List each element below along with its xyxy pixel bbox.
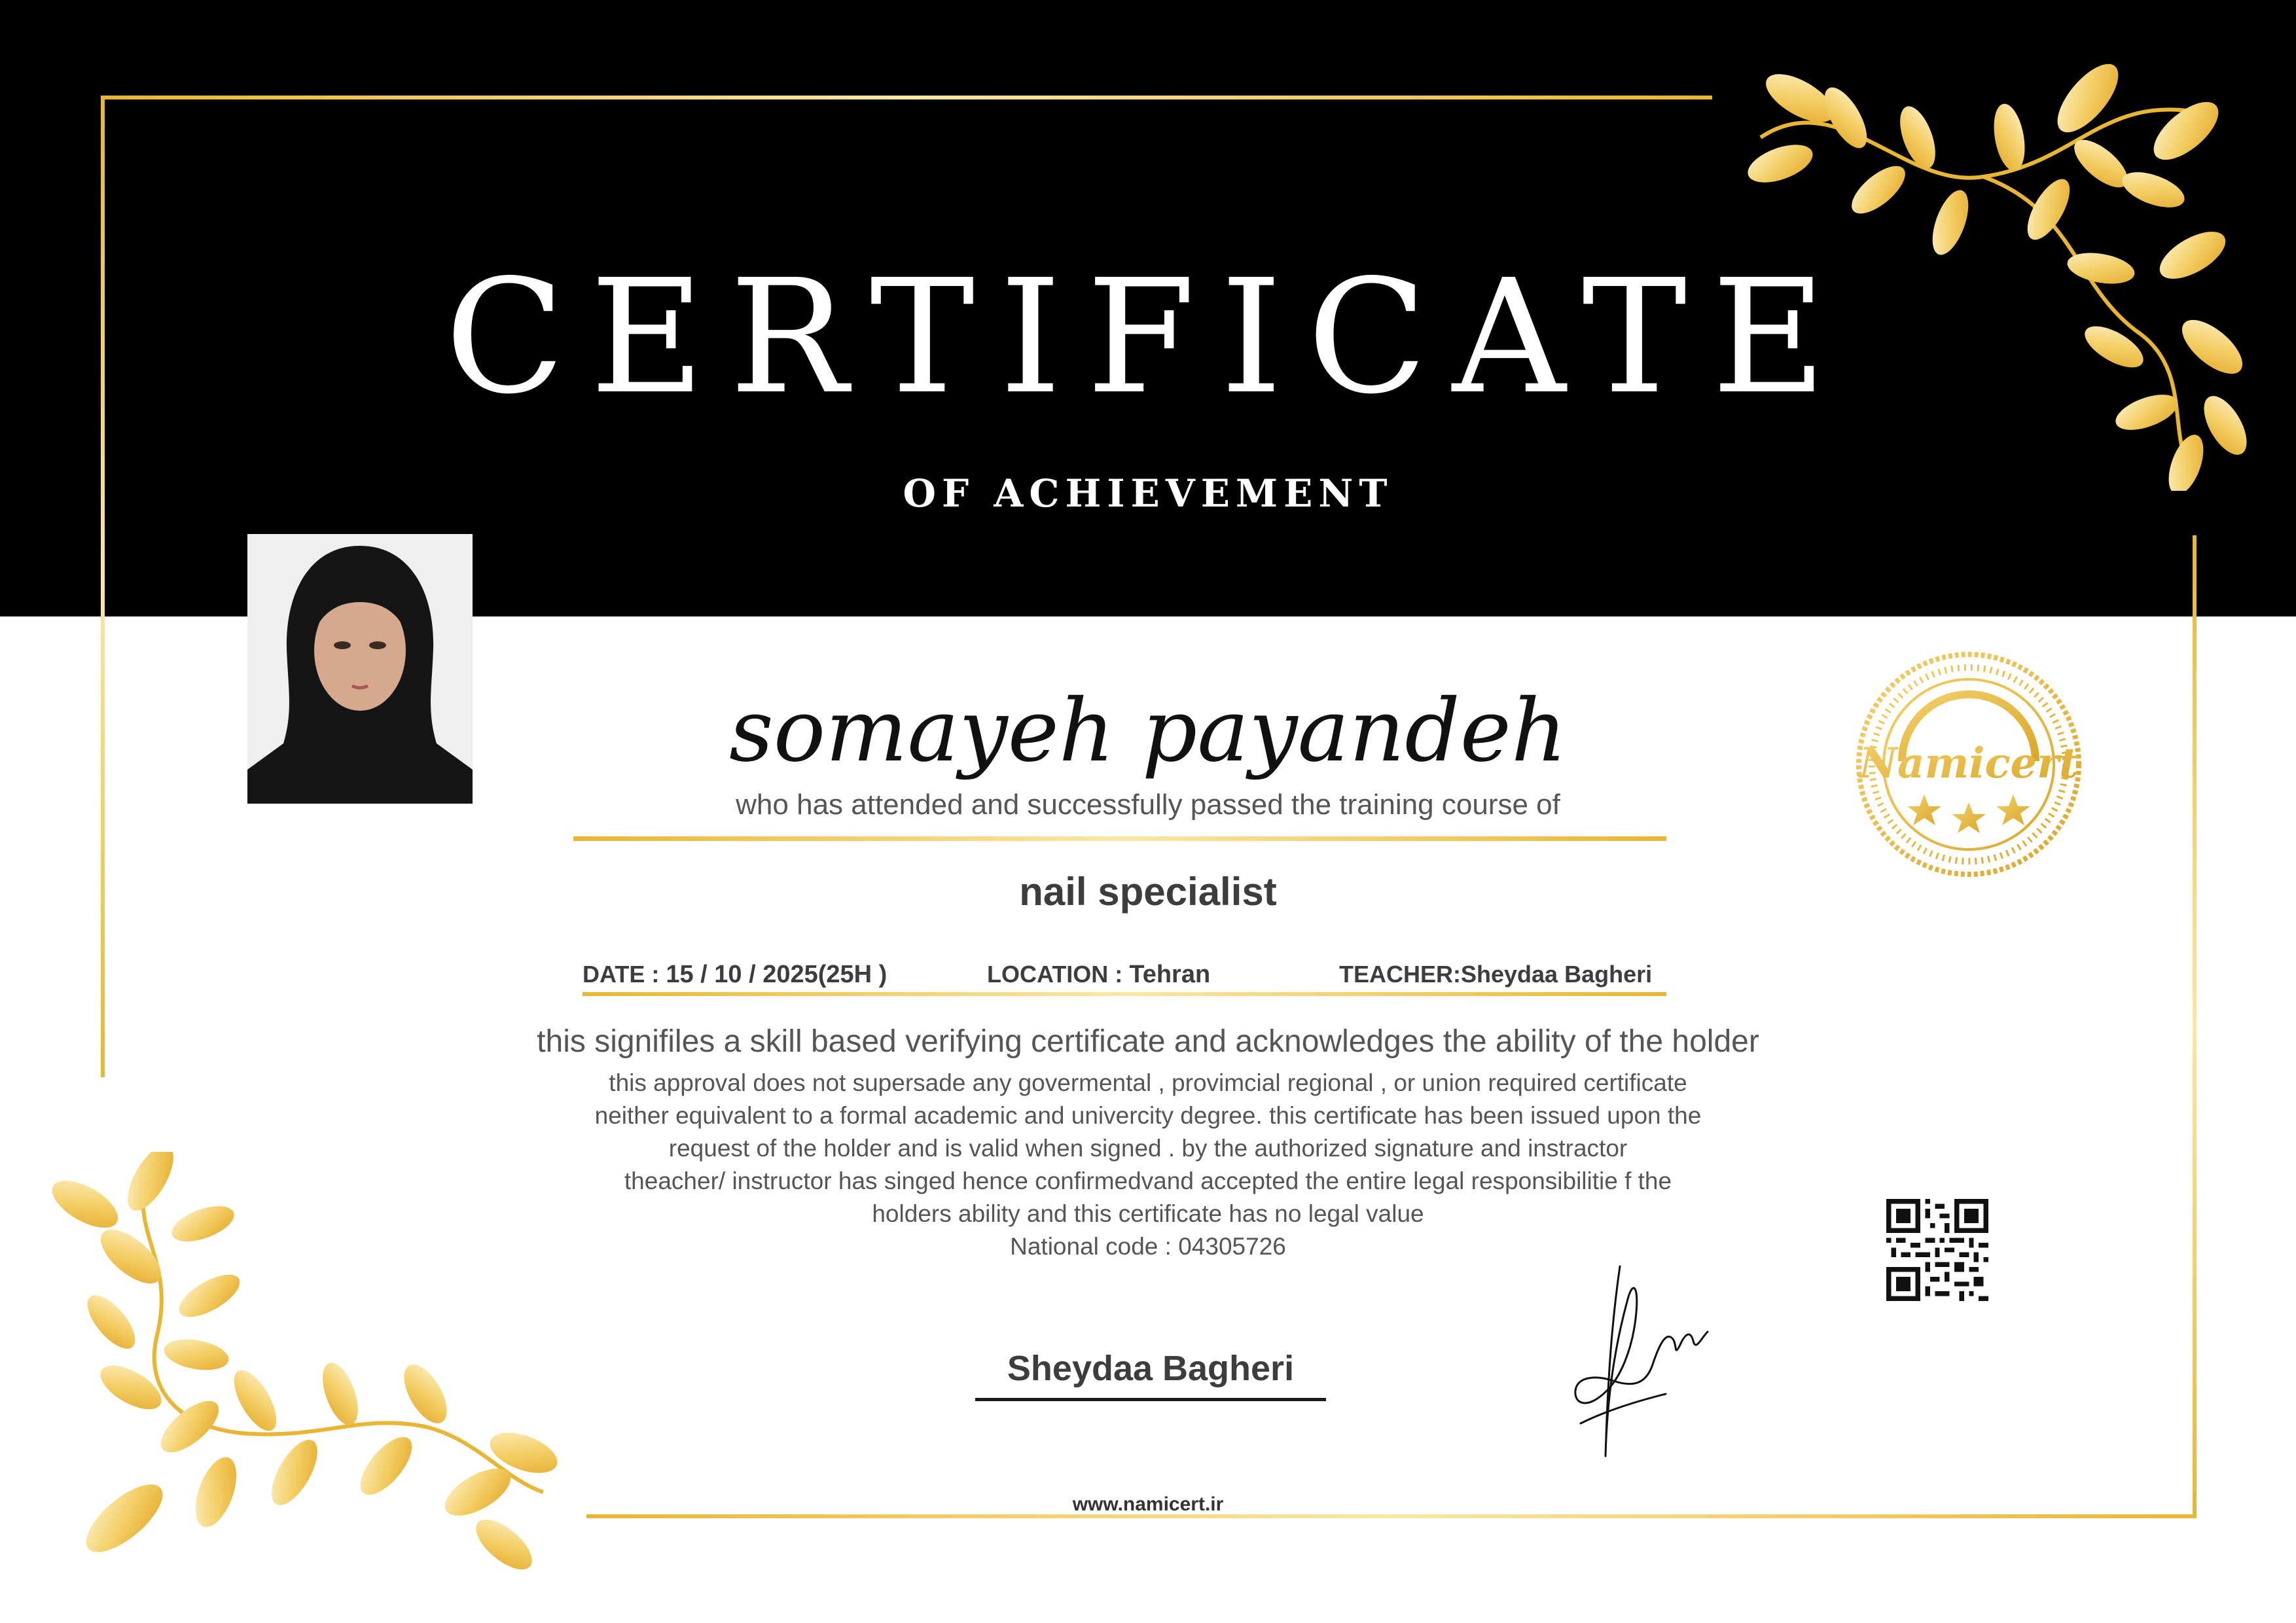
signatory-name: Sheydaa Bagheri [1007, 1349, 1295, 1388]
statement-headline: this signifiles a skill based verifying certificate and acknowledges the ability of the holder [537, 1024, 1759, 1059]
signatory-underline [975, 1398, 1326, 1401]
frame-top-line [101, 96, 1712, 99]
signature-icon [1568, 1260, 1712, 1463]
name-divider [573, 836, 1666, 841]
statement-body [493, 1067, 1803, 1263]
statement-line: neither equivalent to a formal academic and univercity degree. this certificate has been issued upon the [594, 1102, 1702, 1129]
teacher-field [1339, 961, 1652, 988]
statement-line: holders ability and this certificate has no legal value [872, 1200, 1424, 1227]
location-label: LOCATION : [987, 961, 1123, 988]
date-label: DATE : [583, 961, 660, 988]
teacher-label: TEACHER: [1339, 961, 1461, 988]
certificate-title: CERTIFICATE [444, 245, 1852, 429]
website-link[interactable]: www.namicert.ir [1072, 1493, 1224, 1515]
attended-text: who has attended and successfully passed the training course of [736, 789, 1560, 821]
date-value: 15 / 10 / 2025(25H ) [666, 961, 888, 988]
recipient-name: somayeh payandeh [729, 681, 1567, 781]
certificate-subtitle: OF ACHIEVEMENT [903, 471, 1393, 516]
details-divider [583, 992, 1666, 996]
statement-line: this approval does not supersade any govermental , provimcial regional , or union required certificate [609, 1069, 1687, 1096]
location-value: Tehran [1129, 961, 1211, 988]
gold-leaves-top-right-icon [1734, 59, 2258, 491]
date-field [583, 961, 887, 989]
qr-code-icon[interactable] [1886, 1199, 1988, 1301]
svg-text:Namicert: Namicert [1859, 739, 2079, 788]
national-code: National code : 04305726 [1010, 1233, 1286, 1260]
location-field [987, 961, 1210, 989]
namicert-seal-icon [1851, 647, 2087, 882]
teacher-value: Sheydaa Bagheri [1461, 961, 1653, 988]
gold-leaves-bottom-left-icon [46, 1152, 569, 1584]
statement-line: request of the holder and is valid when signed . by the authorized signature and instractor [668, 1135, 1628, 1162]
statement-line: theacher/ instructor has singed hence confirmedvand accepted the entire legal responsibilitie f the [624, 1168, 1672, 1194]
frame-left-line [101, 96, 105, 1077]
course-title: nail specialist [1019, 870, 1277, 914]
